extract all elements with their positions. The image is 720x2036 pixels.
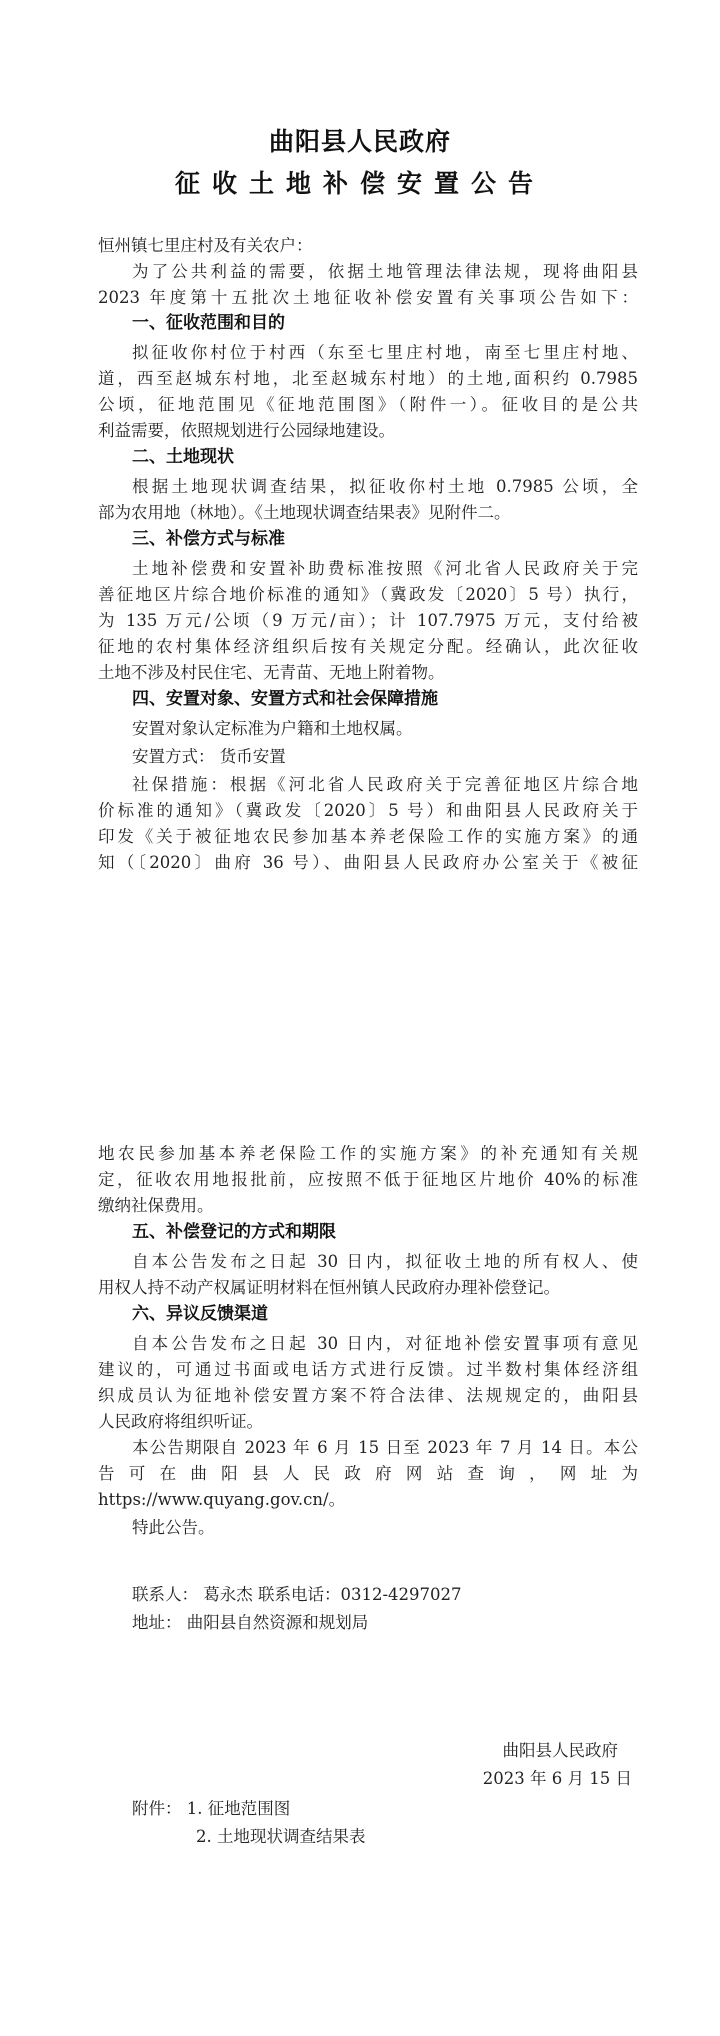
intro-line: 为了公共利益的需要，依据土地管理法律法规，现将曲阳县 [132, 262, 638, 281]
body-line: 用权人持不动产权属证明材料在恒州镇人民政府办理补偿登记。 [98, 1278, 560, 1297]
body-line: 建议的，可通过书面或电话方式进行反馈。过半数村集体经济组 [98, 1360, 638, 1379]
signature-date: 2023 年 6 月 15 日 [482, 1769, 632, 1788]
address-line: 地址： 曲阳县自然资源和规划局 [132, 1613, 369, 1632]
body-line: 利益需要，依照规划进行公园绿地建设。 [98, 421, 395, 440]
body-line: 地农民参加基本养老保险工作的实施方案》的补充通知有关规 [98, 1144, 638, 1163]
body-line: 自本公告发布之日起 30 日内，拟征收土地的所有权人、使 [132, 1252, 638, 1271]
body-line: 社保措施：根据《河北省人民政府关于完善征地区片综合地 [132, 775, 638, 794]
section-heading: 二、土地现状 [132, 447, 234, 467]
body-line: 印发《关于被征地农民参加基本养老保险工作的实施方案》的通 [98, 827, 638, 846]
body-line: 告 可 在 曲 阳 县 人 民 政 府 网 站 查 询 ， 网 址 为 [98, 1464, 638, 1483]
attachment-line: 2. 土地现状调查结果表 [196, 1827, 366, 1846]
body-line: 根据土地现状调查结果，拟征收你村土地 0.7985 公顷，全 [132, 477, 638, 496]
closing-line: 特此公告。 [132, 1518, 215, 1537]
salutation: 恒州镇七里庄村及有关农户： [98, 236, 313, 255]
body-line: 知（〔2020〕曲府 36 号）、曲阳县人民政府办公室关于《被征 [98, 853, 638, 872]
body-line: 部为农用地（林地）。《土地现状调查结果表》见附件二。 [98, 503, 511, 522]
body-line: 织成员认为征地补偿安置方案不符合法律、法规规定的，曲阳县 [98, 1386, 638, 1405]
document-title-org: 曲阳县人民政府 [268, 127, 451, 156]
body-line: 缴纳社保费用。 [98, 1196, 214, 1215]
body-line: 安置方式： 货币安置 [132, 747, 286, 766]
website-url: https://www.quyang.gov.cn/。 [98, 1490, 346, 1509]
body-line: 土地不涉及村民住宅、无青苗、无地上附着物。 [98, 663, 445, 682]
body-line: 善征地区片综合地价标准的通知》（冀政发〔2020〕5 号）执行， [98, 585, 638, 604]
body-line: 自本公告发布之日起 30 日内，对征地补偿安置事项有意见 [132, 1334, 638, 1353]
intro-line: 2023 年度第十五批次土地征收补偿安置有关事项公告如下： [98, 288, 638, 307]
contact-line: 联系人： 葛永杰 联系电话：0312-4297027 [132, 1585, 462, 1604]
body-line: 为 135 万元/公顷（9 万元/亩）；计 107.7975 万元，支付给被 [98, 611, 638, 630]
attachment-line: 附件： 1. 征地范围图 [132, 1799, 291, 1818]
section-heading: 五、补偿登记的方式和期限 [132, 1222, 336, 1242]
body-line: 道，西至赵城东村地，北至赵城东村地）的土地,面积约 0.7985 [98, 369, 638, 388]
body-line: 征地的农村集体经济组织后按有关规定分配。经确认，此次征收 [98, 637, 638, 656]
document-title: 征收土地补偿安置公告 [174, 169, 545, 198]
section-heading: 四、安置对象、安置方式和社会保障措施 [132, 689, 438, 709]
section-heading: 一、征收范围和目的 [132, 313, 285, 333]
body-line: 本公告期限自 2023 年 6 月 15 日至 2023 年 7 月 14 日。本公 [132, 1438, 638, 1457]
section-heading: 三、补偿方式与标准 [132, 529, 285, 549]
body-line: 土地补偿费和安置补助费标准按照《河北省人民政府关于完 [132, 559, 638, 578]
signature-org: 曲阳县人民政府 [502, 1741, 618, 1760]
body-line: 拟征收你村位于村西（东至七里庄村地，南至七里庄村地、 [132, 343, 638, 362]
body-line: 价标准的通知》（冀政发〔2020〕5 号）和曲阳县人民政府关于 [98, 801, 638, 820]
body-line: 人民政府将组织听证。 [98, 1412, 263, 1431]
section-heading: 六、异议反馈渠道 [132, 1304, 268, 1324]
body-line: 安置对象认定标准为户籍和土地权属。 [132, 719, 413, 738]
body-line: 定，征收农用地报批前，应按照不低于征地区片地价 40%的标准 [98, 1170, 638, 1189]
body-line: 公顷，征地范围见《征地范围图》（附件一）。征收目的是公共 [98, 395, 638, 414]
